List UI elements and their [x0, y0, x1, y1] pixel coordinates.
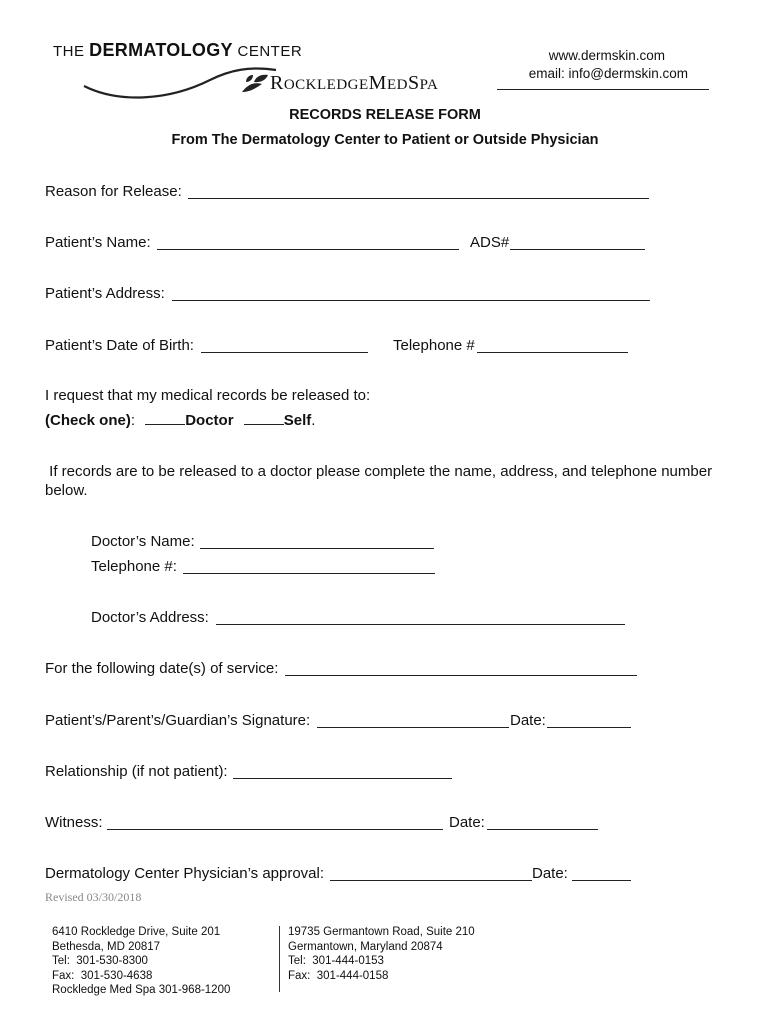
- physician-approval-field[interactable]: [330, 880, 532, 881]
- dates-of-service-field[interactable]: [285, 675, 637, 676]
- doctor-name-field[interactable]: [200, 548, 434, 549]
- patient-address-field[interactable]: [172, 300, 650, 301]
- instructions-line1: If records are to be released to a doctor please complete the name, address, and telephone number: [45, 463, 713, 480]
- telephone-field[interactable]: [477, 352, 628, 353]
- check-one-label: (Check one): [45, 412, 131, 429]
- footer-divider: [279, 926, 280, 992]
- footer-address-left: 6410 Rockledge Drive, Suite 201 Bethesda, MD 20817 Tel: 301-530-8300 Fax: 301-530-4638 Rockledge Med Spa 301-968-1200: [52, 926, 231, 996]
- doctor-phone-field[interactable]: [183, 573, 435, 574]
- leaf-icon: [240, 72, 270, 96]
- witness-date-label: Date:: [449, 814, 485, 831]
- patient-name-field[interactable]: [157, 249, 459, 250]
- instructions-line2: below.: [45, 482, 88, 499]
- signature-date-field[interactable]: [547, 727, 631, 728]
- self-option-label: Self: [283, 412, 312, 429]
- self-checkbox-line[interactable]: [244, 411, 284, 425]
- rockledge-medspa-logo: ROCKLEDGEMEDSPA: [270, 72, 439, 94]
- check-one-row: (Check one): Doctor Self.: [45, 412, 316, 429]
- telephone-label: Telephone #: [393, 337, 475, 354]
- doctor-option-label: Doctor: [185, 412, 234, 429]
- dates-of-service-label: For the following date(s) of service:: [45, 660, 279, 677]
- doctor-checkbox-line[interactable]: [145, 411, 185, 425]
- ads-field[interactable]: [510, 249, 645, 250]
- witness-field[interactable]: [107, 829, 443, 830]
- witness-label: Witness:: [45, 814, 103, 831]
- physician-date-label: Date:: [532, 865, 568, 882]
- header-rule: [497, 89, 709, 90]
- patient-name-label: Patient’s Name:: [45, 234, 151, 251]
- patient-address-label: Patient’s Address:: [45, 285, 165, 302]
- reason-field[interactable]: [188, 198, 649, 199]
- email-text: email: info@dermskin.com: [528, 66, 688, 81]
- ads-label: ADS#: [470, 234, 510, 251]
- relationship-field[interactable]: [233, 778, 452, 779]
- witness-date-field[interactable]: [487, 829, 598, 830]
- website-text: www.dermskin.com: [548, 48, 665, 63]
- doctor-address-label: Doctor’s Address:: [91, 609, 209, 626]
- signature-field[interactable]: [317, 727, 509, 728]
- doctor-address-field[interactable]: [216, 624, 625, 625]
- signature-date-label: Date:: [510, 712, 546, 729]
- physician-approval-label: Dermatology Center Physician’s approval:: [45, 865, 325, 882]
- relationship-label: Relationship (if not patient):: [45, 763, 228, 780]
- reason-label: Reason for Release:: [45, 183, 182, 200]
- signature-label: Patient’s/Parent’s/Guardian’s Signature:: [45, 712, 311, 729]
- logo-center-text: CENTER: [237, 43, 303, 60]
- physician-date-field[interactable]: [572, 880, 631, 881]
- form-subtitle: From The Dermatology Center to Patient or Outside Physician: [171, 132, 599, 148]
- doctor-name-label: Doctor’s Name:: [91, 533, 195, 550]
- footer-address-right: 19735 Germantown Road, Suite 210 Germantown, Maryland 20874 Tel: 301-444-0153 Fax: 301-444-0158: [288, 926, 475, 982]
- logo-dermatology-text: DERMATOLOGY: [89, 40, 233, 60]
- doctor-phone-label: Telephone #:: [91, 558, 177, 575]
- revised-date: Revised 03/30/2018: [45, 890, 142, 904]
- logo-wordmark: [53, 40, 302, 61]
- request-text: I request that my medical records be released to:: [45, 387, 371, 404]
- logo-the-text: THE: [53, 43, 85, 60]
- dob-field[interactable]: [201, 352, 368, 353]
- dob-label: Patient’s Date of Birth:: [45, 337, 194, 354]
- form-title: RECORDS RELEASE FORM: [289, 107, 481, 123]
